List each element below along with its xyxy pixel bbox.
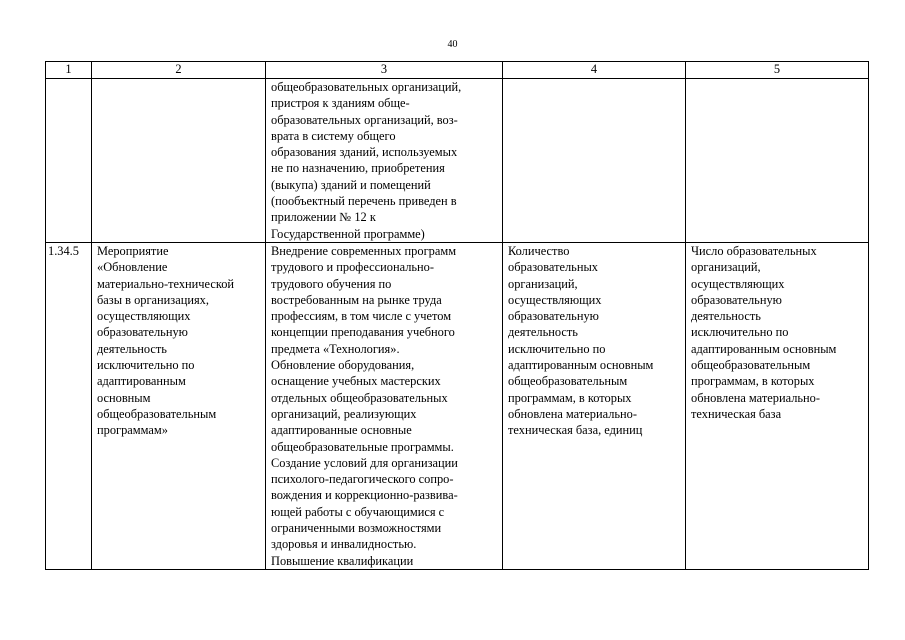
column-header-1: 1 <box>46 62 92 79</box>
column-header-2: 2 <box>92 62 266 79</box>
table-row-continuation <box>46 79 869 243</box>
cell-indicator <box>503 79 686 243</box>
cell-measure-name <box>92 79 266 243</box>
column-header-5: 5 <box>686 62 869 79</box>
measures-table <box>45 61 869 570</box>
cell-result: Число образовательных организаций, осуществляющих образовательную деятельность исключительно по адаптированным основным общеобразовательным программам, в которых обновлена материально- техническая база <box>686 242 869 569</box>
cell-measure-content: Внедрение современных программ трудового и профессионально- трудового обучения по востребованным на рынке труда профессиям, в том числе с учетом концепции преподавания учебного предмета «Технология». Обновление оборудования, оснащение учебных мастерских отдельных общеобразовательных организаций, реализующих адаптированные основные общеобразовательные программы. Создание условий для организации психолого-педагогического сопро- вождения и коррекционно-развива- ющей работы с обучающимися с ограниченными возможностями здоровья и инвалидностью. Повышение квалификации <box>266 242 503 569</box>
column-header-4: 4 <box>503 62 686 79</box>
table-row-1-34-5 <box>46 242 869 569</box>
cell-measure-content: общеобразовательных организаций, пристроя к зданиям обще- образовательных организаций, воз- врата в систему общего образования зданий, используемых не по назначению, приобретения (выкупа) зданий и помещений (пообъектный перечень приведен в приложении № 12 к Государственной программе) <box>266 79 503 243</box>
column-number-row <box>46 62 869 79</box>
page-number: 40 <box>447 39 458 50</box>
column-header-3: 3 <box>266 62 503 79</box>
cell-number <box>46 79 92 243</box>
cell-result <box>686 79 869 243</box>
cell-indicator: Количество образовательных организаций, осуществляющих образовательную деятельность исключительно по адаптированным основным общеобразовательным программам, в которых обновлена материально- техническая база, единиц <box>503 242 686 569</box>
cell-measure-name: Мероприятие «Обновление материально-технической базы в организациях, осуществляющих образовательную деятельность исключительно по адаптированным основным общеобразовательным программам» <box>92 242 266 569</box>
cell-number: 1.34.5 <box>46 242 92 569</box>
